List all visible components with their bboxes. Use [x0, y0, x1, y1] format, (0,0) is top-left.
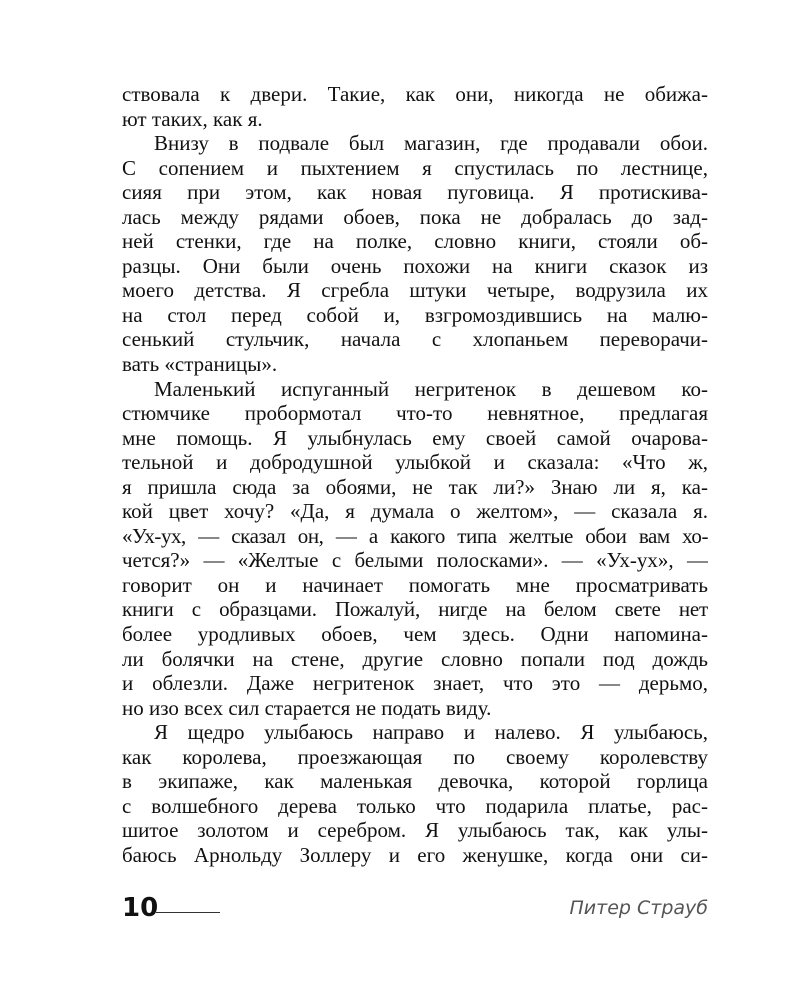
text-line: но изо всех сил старается не подать виду.	[122, 695, 492, 720]
text-line: ют таких, как я.	[122, 106, 263, 131]
footer-rule	[156, 912, 220, 913]
text-line: и облезли. Даже негритенок знает, что это — дерьмо,	[122, 671, 708, 696]
text-line: Маленький испуганный негритенок в дешевом ко-	[154, 376, 708, 401]
text-line: более уродливых обоев, чем здесь. Одни напомина-	[122, 622, 708, 647]
text-line: тельной и добродушной улыбкой и сказала: «Что ж,	[122, 450, 708, 475]
text-line: книги с образцами. Пожалуй, нигде на белом свете нет	[122, 597, 708, 622]
text-line: моего детства. Я сгребла штуки четыре, водрузила их	[122, 278, 708, 303]
text-line: Я щедро улыбаюсь направо и налево. Я улыбаюсь,	[154, 720, 708, 745]
text-line: сияя при этом, как новая пуговица. Я протискива-	[122, 180, 708, 205]
page-body	[122, 82, 708, 868]
text-line: на стол перед собой и, взгромоздившись на малю-	[122, 302, 708, 327]
text-line: мне помощь. Я улыбнулась ему своей самой очарова-	[122, 425, 708, 450]
page-footer	[122, 892, 708, 924]
text-line: шитое золотом и серебром. Я улыбаюсь так, как улы-	[122, 818, 708, 843]
text-line: в экипаже, как маленькая девочка, которой горлица	[122, 769, 708, 794]
text-line: сенький стульчик, начала с хлопаньем переворачи-	[122, 327, 708, 352]
text-line: «Ух-ух, — сказал он, — а какого типа желтые обои вам хо-	[122, 523, 708, 548]
text-line: ствовала к двери. Такие, как они, никогда не обижа-	[122, 82, 708, 106]
text-line: вать «страницы».	[122, 352, 278, 377]
text-line: баюсь Арнольду Золлеру и его женушке, когда они си-	[122, 842, 708, 867]
text-line: лась между рядами обоев, пока не добралась до зад-	[122, 204, 708, 229]
text-line: ли болячки на стене, другие словно попали под дождь	[122, 646, 708, 671]
text-line: чется?» — «Желтые с белыми полосками». — «Ух-ух», —	[122, 548, 708, 573]
text-line: с волшебного дерева только что подарила платье, рас-	[122, 793, 708, 818]
text-line: Внизу в подвале был магазин, где продавали обои.	[154, 131, 708, 156]
text-line: разцы. Они были очень похожи на книги сказок из	[122, 253, 708, 278]
text-line: ней стенки, где на полке, словно книги, стояли об-	[122, 229, 708, 254]
page-number: 10	[122, 893, 159, 923]
text-line: стюмчике пробормотал что-то невнятное, предлагая	[122, 401, 708, 426]
running-author: Питер Страуб	[569, 897, 708, 919]
text-line: я пришла сюда за обоями, не так ли?» Знаю ли я, ка-	[122, 474, 708, 499]
text-line: С сопением и пыхтением я спустилась по лестнице,	[122, 155, 708, 180]
text-line: как королева, проезжающая по своему королевству	[122, 744, 708, 769]
text-line: говорит он и начинает помогать мне просматривать	[122, 572, 708, 597]
text-line: кой цвет хочу? «Да, я думала о желтом», — сказала я.	[122, 499, 708, 524]
